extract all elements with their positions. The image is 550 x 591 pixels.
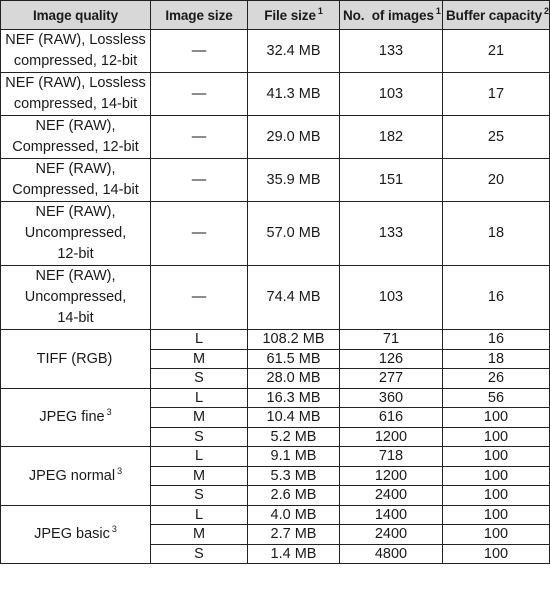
- image-quality-cell: [1, 30, 151, 73]
- footnote-marker: 2: [544, 5, 549, 16]
- number-of-images-cell: 718: [340, 447, 443, 467]
- buffer-capacity-cell: 18: [443, 349, 550, 369]
- image-quality-line: NEF (RAW),: [35, 118, 116, 134]
- image-size-cell: S: [151, 544, 248, 564]
- number-of-images-cell: 1200: [340, 466, 443, 486]
- image-quality-line: Compressed, 14-bit: [12, 182, 139, 198]
- image-quality-cell: [1, 116, 151, 159]
- image-quality-label: JPEG basic: [34, 526, 110, 543]
- buffer-capacity-cell: 20: [443, 159, 550, 202]
- header-image-size: Image size: [151, 1, 248, 30]
- buffer-capacity-cell: 26: [443, 369, 550, 389]
- image-quality-cell: [1, 266, 151, 330]
- image-quality-cell: [1, 505, 151, 564]
- buffer-capacity-cell: 16: [443, 330, 550, 350]
- buffer-capacity-cell: 18: [443, 202, 550, 266]
- buffer-capacity-cell: 21: [443, 30, 550, 73]
- image-size-cell: L: [151, 447, 248, 467]
- image-quality-line: Uncompressed,: [24, 225, 127, 241]
- footnote-marker: 1: [317, 5, 323, 16]
- table-row: [1, 30, 550, 73]
- buffer-capacity-cell: 100: [443, 505, 550, 525]
- buffer-capacity-cell: 17: [443, 73, 550, 116]
- image-quality-cell: [1, 330, 151, 389]
- file-size-cell: 10.4 MB: [248, 408, 340, 428]
- buffer-capacity-cell: 100: [443, 427, 550, 447]
- table-row: [1, 159, 550, 202]
- image-quality-line: 14-bit: [57, 310, 94, 326]
- image-quality-line: 12-bit: [57, 246, 94, 262]
- image-size-cell: —: [151, 116, 248, 159]
- file-size-cell: 1.4 MB: [248, 544, 340, 564]
- buffer-capacity-cell: 100: [443, 408, 550, 428]
- table-body: [1, 30, 550, 564]
- header-image-quality: Image quality: [1, 1, 151, 30]
- header-buffer-capacity: Buffer capacity $^2$: [443, 1, 550, 30]
- image-quality-line: NEF (RAW), Lossless: [5, 32, 146, 48]
- number-of-images-cell: 103: [340, 73, 443, 116]
- number-of-images-cell: 133: [340, 202, 443, 266]
- image-quality-line: NEF (RAW),: [35, 161, 116, 177]
- file-size-cell: 108.2 MB: [248, 330, 340, 350]
- number-of-images-cell: 71: [340, 330, 443, 350]
- buffer-capacity-cell: 25: [443, 116, 550, 159]
- image-size-cell: —: [151, 266, 248, 330]
- image-size-cell: S: [151, 369, 248, 389]
- file-size-cell: 5.2 MB: [248, 427, 340, 447]
- footnote-marker: 3: [117, 465, 123, 476]
- table-row: [1, 388, 550, 408]
- table-row: [1, 116, 550, 159]
- image-quality-line: NEF (RAW),: [35, 268, 116, 284]
- file-size-cell: 16.3 MB: [248, 388, 340, 408]
- file-size-cell: 2.6 MB: [248, 486, 340, 506]
- table-header-row: [1, 1, 550, 30]
- table-row: [1, 73, 550, 116]
- number-of-images-cell: 360: [340, 388, 443, 408]
- footnote-marker: 3: [106, 407, 112, 418]
- table-row: [1, 266, 550, 330]
- image-quality-cell: [1, 159, 151, 202]
- file-size-cell: 4.0 MB: [248, 505, 340, 525]
- image-size-cell: M: [151, 408, 248, 428]
- image-quality-cell: [1, 202, 151, 266]
- file-size-cell: 32.4 MB: [248, 30, 340, 73]
- table-row: [1, 447, 550, 467]
- number-of-images-cell: 4800: [340, 544, 443, 564]
- image-quality-line: compressed, 12-bit: [13, 53, 138, 69]
- image-size-cell: S: [151, 486, 248, 506]
- buffer-capacity-cell: 100: [443, 544, 550, 564]
- buffer-capacity-cell: 100: [443, 447, 550, 467]
- file-size-cell: 29.0 MB: [248, 116, 340, 159]
- footnote-marker: 3: [111, 524, 117, 535]
- file-size-cell: 57.0 MB: [248, 202, 340, 266]
- file-size-cell: 9.1 MB: [248, 447, 340, 467]
- number-of-images-cell: 126: [340, 349, 443, 369]
- file-size-cell: 61.5 MB: [248, 349, 340, 369]
- number-of-images-cell: 133: [340, 30, 443, 73]
- image-quality-label: JPEG normal: [28, 467, 116, 484]
- image-quality-line: Uncompressed,: [24, 289, 127, 305]
- footnote-marker: 1: [435, 5, 441, 16]
- table-row: [1, 202, 550, 266]
- image-size-cell: —: [151, 159, 248, 202]
- file-size-cell: 28.0 MB: [248, 369, 340, 389]
- image-quality-cell: [1, 447, 151, 506]
- image-size-cell: —: [151, 73, 248, 116]
- image-size-cell: —: [151, 202, 248, 266]
- number-of-images-cell: 2400: [340, 486, 443, 506]
- number-of-images-cell: 182: [340, 116, 443, 159]
- number-of-images-cell: 1200: [340, 427, 443, 447]
- buffer-capacity-cell: 100: [443, 525, 550, 545]
- file-size-cell: 2.7 MB: [248, 525, 340, 545]
- image-quality-cell: [1, 388, 151, 447]
- image-size-cell: S: [151, 427, 248, 447]
- image-size-cell: M: [151, 466, 248, 486]
- file-size-cell: 41.3 MB: [248, 73, 340, 116]
- table-row: [1, 505, 550, 525]
- table-row: [1, 330, 550, 350]
- header-file-size: File size $^1$: [248, 1, 340, 30]
- buffer-capacity-cell: 100: [443, 486, 550, 506]
- file-size-cell: 35.9 MB: [248, 159, 340, 202]
- file-size-cell: 5.3 MB: [248, 466, 340, 486]
- image-size-cell: —: [151, 30, 248, 73]
- image-size-cell: M: [151, 525, 248, 545]
- image-size-cell: M: [151, 349, 248, 369]
- buffer-capacity-cell: 16: [443, 266, 550, 330]
- image-size-cell: L: [151, 505, 248, 525]
- image-quality-line: compressed, 14-bit: [13, 96, 138, 112]
- image-quality-label: TIFF (RGB): [36, 350, 113, 367]
- header-number-of-images: No. of images $^1$: [340, 1, 443, 30]
- number-of-images-cell: 277: [340, 369, 443, 389]
- file-size-cell: 74.4 MB: [248, 266, 340, 330]
- image-quality-label: JPEG fine: [39, 409, 105, 426]
- image-quality-line: Compressed, 12-bit: [12, 139, 139, 155]
- image-quality-line: NEF (RAW),: [35, 204, 116, 220]
- number-of-images-cell: 103: [340, 266, 443, 330]
- image-size-cell: L: [151, 388, 248, 408]
- buffer-capacity-cell: 56: [443, 388, 550, 408]
- number-of-images-cell: 151: [340, 159, 443, 202]
- image-quality-cell: [1, 73, 151, 116]
- number-of-images-cell: 1400: [340, 505, 443, 525]
- number-of-images-cell: 2400: [340, 525, 443, 545]
- image-quality-line: NEF (RAW), Lossless: [5, 75, 146, 91]
- image-size-cell: L: [151, 330, 248, 350]
- buffer-capacity-cell: 100: [443, 466, 550, 486]
- number-of-images-cell: 616: [340, 408, 443, 428]
